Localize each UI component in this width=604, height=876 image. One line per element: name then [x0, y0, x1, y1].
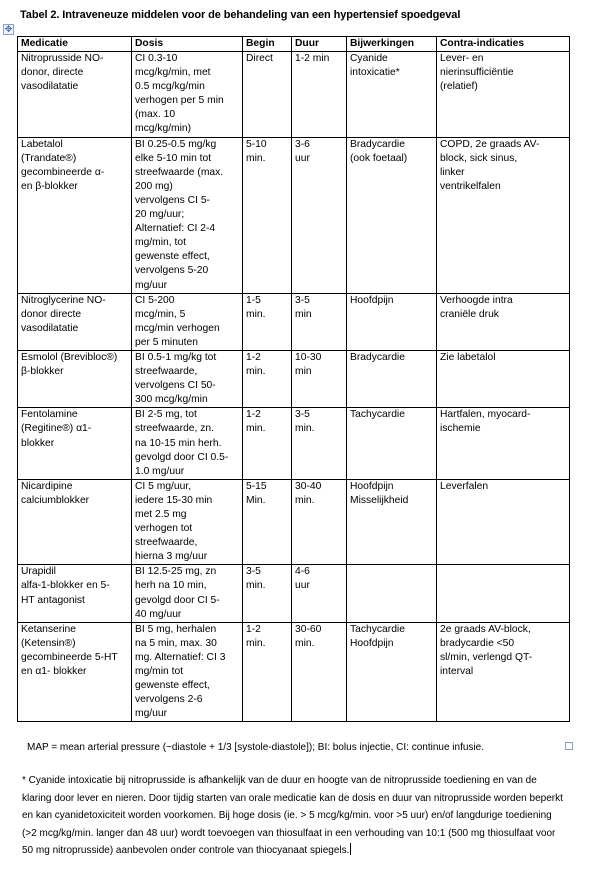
- cell-dosis: CI 0.3-10 mcg/kg/min, met 0.5 mcg/kg/min verhogen per 5 min (max. 10 mcg/kg/min): [132, 52, 243, 138]
- cell-bijwerkingen: Bradycardie: [347, 350, 437, 407]
- column-header-dosis: Dosis: [132, 37, 243, 52]
- cell-begin: 5-15 Min.: [243, 479, 292, 565]
- cell-begin: 5-10 min.: [243, 137, 292, 293]
- cell-duur: 3-5 min.: [292, 408, 347, 479]
- table-row: [18, 479, 570, 565]
- cell-duur: 30-60 min.: [292, 622, 347, 722]
- cell-contra-indicaties: Verhoogde intra craniële druk: [437, 293, 570, 350]
- cell-duur: 10-30 min: [292, 350, 347, 407]
- cell-dosis: BI 0.5-1 mg/kg tot streefwaarde, vervolgens CI 50- 300 mcg/kg/min: [132, 350, 243, 407]
- table-row: [18, 52, 570, 138]
- cell-contra-indicaties: COPD, 2e graads AV- block, sick sinus, linker ventrikelfalen: [437, 137, 570, 293]
- cell-bijwerkingen: Hoofdpijn: [347, 293, 437, 350]
- text-cursor: [350, 843, 351, 855]
- table-header-row: [18, 37, 570, 52]
- table-row: [18, 408, 570, 479]
- column-header-bijwerkingen: Bijwerkingen: [347, 37, 437, 52]
- column-header-begin: Begin: [243, 37, 292, 52]
- cell-medicatie: Labetalol (Trandate®) gecombineerde α- en β-blokker: [18, 137, 132, 293]
- cell-begin: 1-2 min.: [243, 622, 292, 722]
- cell-dosis: BI 0.25-0.5 mg/kg elke 5-10 min tot streefwaarde (max. 200 mg) vervolgens CI 5- 20 mg/uur; Alternatief: CI 2-4 mg/min, tot gewenste effect, vervolgens 5-20 mg/uur: [132, 137, 243, 293]
- cell-dosis: BI 5 mg, herhalen na 5 min, max. 30 mg. Alternatief: CI 3 mg/min tot gewenste effect, vervolgens 2-6 mg/uur: [132, 622, 243, 722]
- footnote: [22, 772, 567, 860]
- cell-medicatie: Fentolamine (Regitine®) α1- blokker: [18, 408, 132, 479]
- cell-medicatie: Urapidil alfa-1-blokker en 5- HT antagonist: [18, 565, 132, 622]
- cell-bijwerkingen: Tachycardie: [347, 408, 437, 479]
- table-move-handle-icon[interactable]: ✥: [4, 24, 13, 34]
- table-legend: MAP = mean arterial pressure (~diastole + 1/3 [systole-diastole]); BI: bolus injectie, CI: continue infusie.: [27, 742, 484, 753]
- cell-duur: 4-6 uur: [292, 565, 347, 622]
- cell-begin: 1-2 min.: [243, 408, 292, 479]
- cell-contra-indicaties: 2e graads AV-block, bradycardie <50 sl/min, verlengd QT- interval: [437, 622, 570, 722]
- table-resize-handle[interactable]: [565, 742, 573, 750]
- cell-bijwerkingen: [347, 565, 437, 622]
- cell-duur: 3-6 uur: [292, 137, 347, 293]
- cell-contra-indicaties: Zie labetalol: [437, 350, 570, 407]
- cell-duur: 3-5 min: [292, 293, 347, 350]
- medication-table: [17, 36, 570, 722]
- table-row: [18, 137, 570, 293]
- cell-medicatie: Esmolol (Brevibloc®) β-blokker: [18, 350, 132, 407]
- cell-begin: Direct: [243, 52, 292, 138]
- cell-contra-indicaties: Hartfalen, myocard- ischemie: [437, 408, 570, 479]
- cell-contra-indicaties: [437, 565, 570, 622]
- cell-medicatie: Nicardipine calciumblokker: [18, 479, 132, 565]
- cell-contra-indicaties: Lever- en nierinsufficiëntie (relatief): [437, 52, 570, 138]
- cell-dosis: BI 2-5 mg, tot streefwaarde, zn. na 10-15 min herh. gevolgd door CI 0.5- 1.0 mg/uur: [132, 408, 243, 479]
- column-header-duur: Duur: [292, 37, 347, 52]
- cell-medicatie: Nitroglycerine NO- donor directe vasodilatatie: [18, 293, 132, 350]
- table-row: [18, 350, 570, 407]
- cell-dosis: BI 12.5-25 mg, zn herh na 10 min, gevolgd door CI 5- 40 mg/uur: [132, 565, 243, 622]
- cell-dosis: CI 5 mg/uur, iedere 15-30 min met 2.5 mg verhogen tot streefwaarde, hierna 3 mg/uur: [132, 479, 243, 565]
- cell-contra-indicaties: Leverfalen: [437, 479, 570, 565]
- cell-begin: 1-5 min.: [243, 293, 292, 350]
- cell-medicatie: Ketanserine (Ketensin®) gecombineerde 5-HT en α1- blokker: [18, 622, 132, 722]
- cell-bijwerkingen: Bradycardie (ook foetaal): [347, 137, 437, 293]
- cell-dosis: CI 5-200 mcg/min, 5 mcg/min verhogen per 5 minuten: [132, 293, 243, 350]
- column-header-medicatie: Medicatie: [18, 37, 132, 52]
- table-row: [18, 293, 570, 350]
- cell-bijwerkingen: Hoofdpijn Misselijkheid: [347, 479, 437, 565]
- cell-bijwerkingen: Cyanide intoxicatie*: [347, 52, 437, 138]
- cell-duur: 30-40 min.: [292, 479, 347, 565]
- table-row: [18, 565, 570, 622]
- cell-duur: 1-2 min: [292, 52, 347, 138]
- table-row: [18, 622, 570, 722]
- cell-begin: 1-2 min.: [243, 350, 292, 407]
- cell-begin: 3-5 min.: [243, 565, 292, 622]
- cell-bijwerkingen: Tachycardie Hoofdpijn: [347, 622, 437, 722]
- column-header-contra-indicaties: Contra-indicaties: [437, 37, 570, 52]
- footnote-text: * Cyanide intoxicatie bij nitroprusside is afhankelijk van de duur en hoogte van de nitroprusside toediening en van de klaring door lever en nieren. Door tijdig starten van orale medicatie kan de dosis en duur van nitroprusside worden beperkt en kan cyanidetoxiciteit worden voorkomen. Bij hoge dosis (ie. > 5 mcg/kg/min. voor >5 uur) en/of langdurige toediening (>2 mcg/kg/min. langer dan 48 uur) wordt toevoegen van thiosulfaat in een verhouding van 10:1 (500 mg thiosulfaat voor 50 mg nitroprusside) aanbevolen onder controle van thiocyanaat spiegels.: [22, 775, 563, 856]
- table-title: Tabel 2. Intraveneuze middelen voor de behandeling van een hypertensief spoedgeval: [20, 9, 461, 21]
- cell-medicatie: Nitroprusside NO- donor, directe vasodilatatie: [18, 52, 132, 138]
